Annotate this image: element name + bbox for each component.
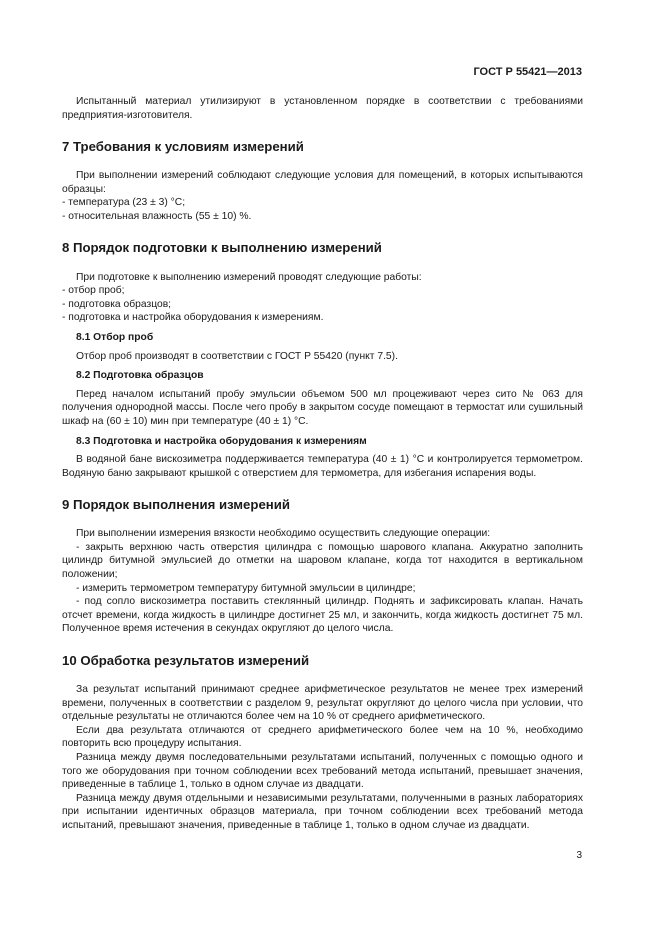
section-7-item: - температура (23 ± 3) °C;	[62, 197, 186, 209]
section-8-item: - подготовка образцов;	[62, 298, 172, 310]
section-9-item: - под сопло вискозиметра поставить стеклянный цилиндр. Поднять и зафиксировать клапан. Начать отсчет времени, когда жидкость в цилиндре достигнет 25 мл, и закончить, когда жидкость достигнет 75 мл. Полученное время истечения в секундах округляют до целого числа.	[62, 596, 583, 635]
section-10-paragraph: Если два результата отличаются от среднего арифметического более чем на 10 %, необходимо повторить всю процедуру испытания.	[62, 724, 583, 750]
section-8-item: - подготовка и настройка оборудования к измерениям.	[62, 312, 324, 324]
section-8-paragraph: При подготовке к выполнению измерений проводят следующие работы:	[76, 271, 422, 283]
page-number: 3	[576, 850, 582, 861]
standard-header: ГОСТ Р 55421—2013	[473, 66, 582, 78]
intro-paragraph: Испытанный материал утилизируют в установленном порядке в соответствии с требованиями предприятия-изготовителя.	[62, 96, 583, 121]
page-content	[62, 95, 583, 833]
subsection-8-1-title: 8.1 Отбор проб	[76, 331, 154, 343]
section-9-title: 9 Порядок выполнения измерений	[62, 497, 290, 513]
section-10-paragraph: За результат испытаний принимают среднее арифметическое результатов не менее трех измерений времени, полученных в соответствии с разделом 9, результат округляют до целого числа при условии, что отдельные результаты не отличаются более чем на 10 % от среднего арифметического.	[62, 684, 583, 723]
section-9-item: - измерить термометром температуру битумной эмульсии в цилиндре;	[76, 582, 416, 594]
section-8-item: - отбор проб;	[62, 285, 125, 297]
section-10-paragraph: Разница между двумя отдельными и независимыми результатами, полученными в разных лабораториях при испытании идентичных образцов материала, при точном соблюдении всех требований метода испытаний, превышают значения, приведенные в таблице 1, только в одном случае из двадцати.	[62, 792, 583, 831]
subsection-8-3-text: В водяной бане вискозиметра поддерживается температура (40 ± 1) °C и контролируется термометром. Водяную баню закрывают крышкой с отверстием для термометра, для избегания испарения воды.	[62, 454, 583, 479]
section-9-paragraph: При выполнении измерения вязкости необходимо осуществить следующие операции:	[76, 528, 491, 540]
section-9-item: - закрыть верхнюю часть отверстия цилиндра с помощью шарового клапана. Аккуратно заполнить цилиндр битумной эмульсией до отметки на шаровом клапане, когда тот находится в вертикальном положении;	[62, 541, 583, 581]
subsection-8-1-text: Отбор проб производят в соответствии с ГОСТ Р 55420 (пункт 7.5).	[76, 350, 398, 362]
section-7-title: 7 Требования к условиям измерений	[62, 139, 304, 155]
section-8-title: 8 Порядок подготовки к выполнению измерений	[62, 239, 382, 255]
subsection-8-2-title: 8.2 Подготовка образцов	[76, 370, 204, 382]
section-7-item: - относительная влажность (55 ± 10) %.	[62, 210, 252, 222]
section-10-paragraph: Разница между двумя последовательными результатами испытаний, полученных с помощью одного и того же оборудования при точном соблюдении всех требований метода испытаний, превышает значения, приведенные в таблице 1, только в одном случае из двадцати.	[62, 752, 583, 791]
subsection-8-2-text: Перед началом испытаний пробу эмульсии объемом 500 мл процеживают через сито № 063 для получения однородной массы. После чего пробу в закрытом сосуде помещают в термостат или сушильный шкаф на (60 ± 10) мин при температуре (40 ± 1) °C.	[62, 388, 583, 427]
section-10-title: 10 Обработка результатов измерений	[62, 653, 310, 669]
section-7-paragraph: При выполнении измерений соблюдают следующие условия для помещений, в которых испытываются образцы:	[62, 170, 583, 195]
subsection-8-3-title: 8.3 Подготовка и настройка оборудования к измерениям	[76, 435, 367, 447]
